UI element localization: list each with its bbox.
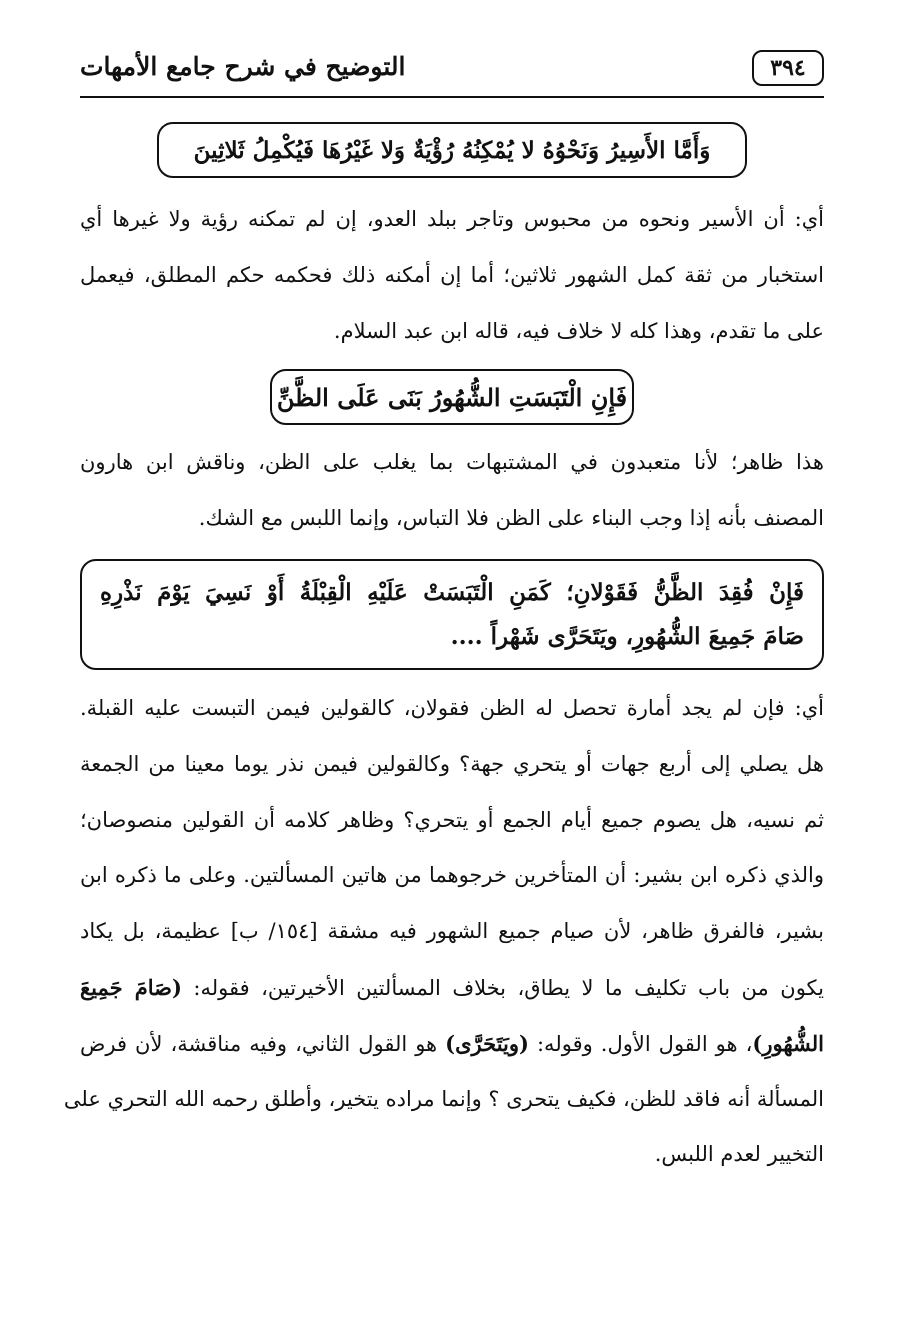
text-line: بشير، فالفرق ظاهر، لأن صيام جميع الشهور فيه مشقة [١٥٤/ ب] عظيمة، بل يكاد (80, 919, 824, 944)
matn-text-line: صَامَ جَمِيعَ الشُّهُورِ، ويَتَحَرَّى شَهْراً .... (450, 622, 804, 650)
matn-quote: (ويَتَحَرَّى) (445, 1030, 529, 1056)
line-text: ، هو القول الأول. وقوله: (536, 1031, 753, 1056)
commentary-paragraph-lost-conjecture (63, 681, 824, 1183)
line-text: يكون من باب تكليف ما لا يطاق، بخلاف المسألتين الأخيرتين، فقوله: (193, 975, 824, 1000)
header-rule (80, 96, 824, 98)
matn-quote: (صَامَ جَمِيعَ (80, 974, 182, 1000)
line-text: هو القول الثاني، وفيه مناقشة، لأن فرض (80, 1031, 438, 1056)
book-title: التوضيح في شرح جامع الأمهات (80, 52, 406, 81)
commentary-paragraph-captive (80, 191, 824, 359)
matn-box-confused-months (270, 369, 634, 425)
text-line: المصنف بأنه إذا وجب البناء على الظن فلا التباس، وإنما اللبس مع الشك. (198, 506, 824, 530)
text-line: هل يصلي إلى أربع جهات أو يتحري جهة؟ وكالقولين فيمن نذر يوما معينا من الجمعة (80, 751, 824, 776)
page-number: ٣٩٤ (752, 50, 824, 86)
text-line: على ما تقدم، وهذا كله لا خلاف فيه، قاله ابن عبد السلام. (333, 319, 824, 343)
text-line: التخيير لعدم اللبس. (654, 1142, 824, 1167)
text-line: استخبار من ثقة كمل الشهور ثلاثين؛ أما إن أمكنه ذلك فحكمه حكم المطلق، فيعمل (80, 263, 824, 287)
text-line (80, 960, 824, 1016)
commentary-paragraph-confused-months (80, 434, 824, 546)
text-line: والذي ذكره ابن بشير: أن المتأخرين خرجوهما من هاتين المسألتين. وعلى ما ذكره ابن (80, 863, 824, 888)
running-head (80, 46, 824, 100)
text-line: المسألة أنه فاقد للظن، فكيف يتحرى ؟ وإنما مراده يتخير، وأطلق رحمه الله التحري على (63, 1086, 824, 1111)
matn-text: فَإِنِ الْتَبَسَتِ الشُّهُورُ بَنَى عَلَى الظَّنِّ (276, 382, 628, 412)
text-line: هذا ظاهر؛ لأنا متعبدون في المشتبهات بما يغلب على الظن، وناقش ابن هارون (80, 450, 824, 474)
matn-box-captive (157, 122, 747, 178)
text-line: ثم نسيه، هل يصوم جميع أيام الجمع أو يتحري؟ وظاهر كلامه أن القولين منصوصان؛ (80, 807, 824, 832)
matn-text: وَأَمَّا الأَسِيرُ وَنَحْوُهُ لا يُمْكِنُهُ رُؤْيَةٌ وَلا غَيْرُهَا فَيُكْمِلُ ثَلاثِينَ (193, 136, 711, 164)
text-line: أي: أن الأسير ونحوه من محبوس وتاجر ببلد العدو، إن لم تمكنه رؤية ولا غيرها أي (80, 207, 824, 231)
matn-quote: الشُّهُورِ) (752, 1030, 824, 1056)
text-line (80, 1016, 824, 1072)
text-line: أي: فإن لم يجد أمارة تحصل له الظن فقولان، كالقولين فيمن التبست عليه القبلة. (80, 696, 824, 720)
matn-box-lost-conjecture (80, 559, 824, 670)
matn-text-line: فَإِنْ فُقِدَ الظَّنُّ فَقَوْلانِ؛ كَمَنِ الْتَبَسَتْ عَلَيْهِ الْقِبْلَةُ أَوْ نَسِيَ يَوْمَ نَذْرِهِ (100, 578, 804, 606)
